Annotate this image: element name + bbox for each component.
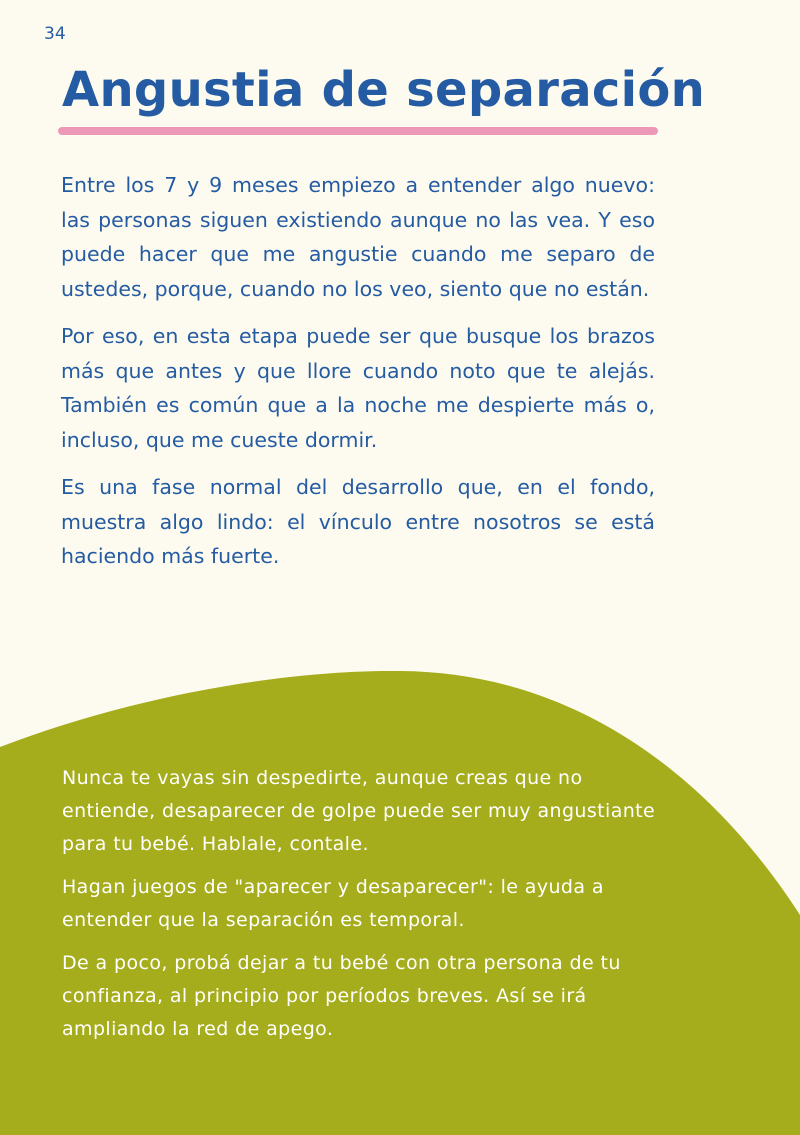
tip-item: Hagan juegos de "aparecer y desaparecer": le ayuda a entender que la separación es temporal.	[62, 876, 604, 931]
intro-paragraph: Es una fase normal del desarrollo que, en el fondo, muestra algo lindo: el vínculo entre nosotros se está haciendo más fuerte.	[61, 475, 655, 568]
tip-item: De a poco, probá dejar a tu bebé con otra persona de tu confianza, al principio por períodos breves. Así se irá ampliando la red de apego.	[62, 952, 621, 1040]
page-number: 34	[44, 24, 66, 44]
tip-item: Nunca te vayas sin despedirte, aunque creas que no entiende, desaparecer de golpe puede ser muy angustiante para tu bebé. Hablale, contale.	[62, 767, 656, 855]
tips-section	[62, 762, 682, 1056]
intro-paragraph: Por eso, en esta etapa puede ser que busque los brazos más que antes y que llore cuando noto que te alejás. También es común que a la noche me despierte más o, incluso, que me cueste dormir.	[61, 324, 655, 452]
intro-paragraph: Entre los 7 y 9 meses empiezo a entender algo nuevo: las personas siguen existiendo aunque no las vea. Y eso puede hacer que me angustie cuando me separo de ustedes, porque, cuando no los veo, siento que no están.	[61, 173, 655, 301]
title-underline	[58, 127, 658, 135]
page-title: Angustia de separación	[62, 62, 706, 118]
intro-text	[61, 168, 655, 587]
